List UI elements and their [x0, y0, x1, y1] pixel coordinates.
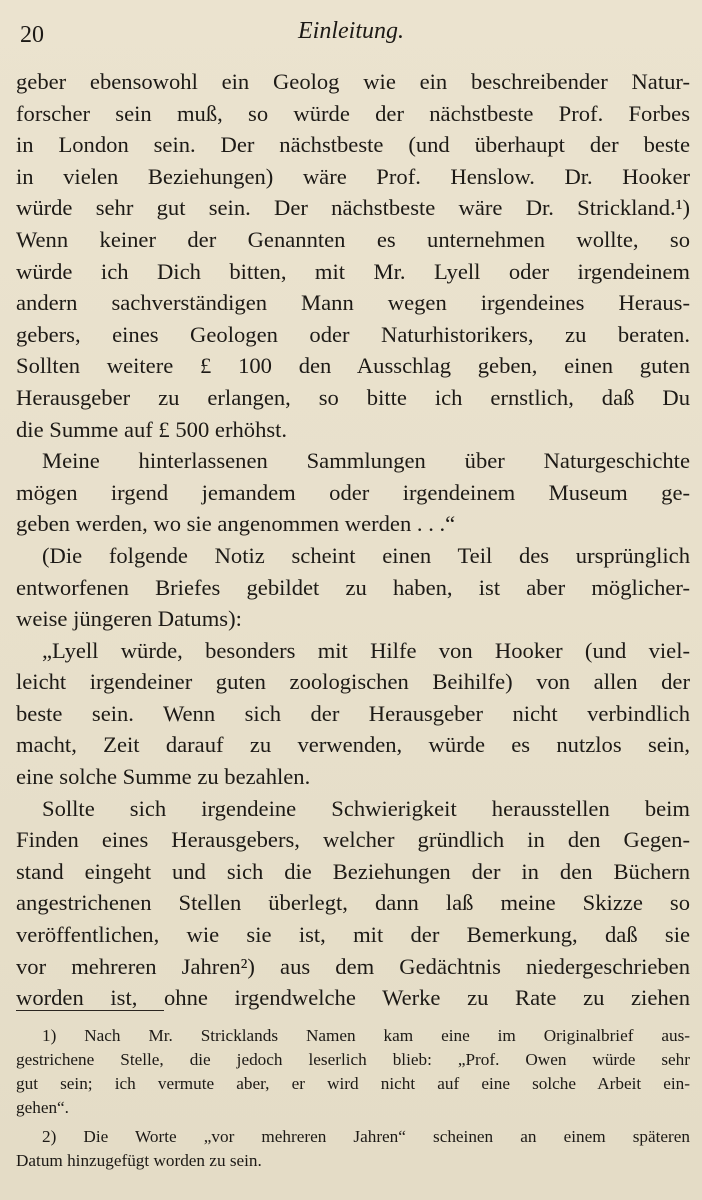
text-line: Sollte sich irgendeine Schwierigkeit herausstellen beim	[42, 795, 690, 821]
text-line: macht, Zeit darauf zu verwenden, würde es nutzlos sein,	[16, 732, 690, 758]
text-line: Sollten weitere £ 100 den Ausschlag geben, einen guten	[16, 353, 690, 379]
text-line: Finden eines Herausgebers, welcher gründlich in den Gegen-	[16, 827, 690, 853]
text-line: gebers, eines Geologen oder Naturhistorikers, zu beraten.	[16, 321, 690, 347]
text-line: die Summe auf £ 500 erhöhst.	[16, 416, 288, 442]
footnote-divider	[16, 1010, 164, 1011]
body-text	[16, 66, 690, 1014]
text-line: „Lyell würde, besonders mit Hilfe von Hooker (und viel-	[42, 637, 690, 663]
text-line: Meine hinterlassenen Sammlungen über Naturgeschichte	[42, 448, 690, 474]
text-line: würde sehr gut sein. Der nächstbeste wäre Dr. Strickland.¹)	[16, 195, 690, 221]
footnote-line: 1) Nach Mr. Stricklands Namen kam eine im Originalbrief aus-	[42, 1026, 690, 1045]
text-line: geben werden, wo sie angenommen werden . . .“	[16, 511, 456, 537]
text-line: Wenn keiner der Genannten es unternehmen wollte, so	[16, 226, 690, 252]
text-line: mögen irgend jemandem oder irgendeinem Museum ge-	[16, 479, 690, 505]
text-line: forscher sein muß, so würde der nächstbeste Prof. Forbes	[16, 100, 690, 126]
text-line: würde ich Dich bitten, mit Mr. Lyell oder irgendeinem	[16, 258, 690, 284]
text-line: angestrichenen Stellen überlegt, dann laß meine Skizze so	[16, 890, 690, 916]
text-line: (Die folgende Notiz scheint einen Teil des ursprünglich	[42, 542, 690, 568]
footnote-line: 2) Die Worte „vor mehreren Jahren“ scheinen an einem späteren	[42, 1127, 690, 1146]
text-line: andern sachverständigen Mann wegen irgendeines Heraus-	[16, 290, 690, 316]
footnote-line: gestrichene Stelle, die jedoch leserlich blieb: „Prof. Owen würde sehr	[16, 1050, 690, 1069]
footnote-line: Datum hinzugefügt worden zu sein.	[16, 1151, 262, 1170]
page-header	[16, 14, 686, 54]
text-line: weise jüngeren Datums):	[16, 606, 242, 632]
footnotes	[16, 1024, 690, 1173]
text-line: Herausgeber zu erlangen, so bitte ich ernstlich, daß Du	[16, 384, 690, 410]
running-title: Einleitung.	[298, 18, 404, 44]
footnote-line: gehen“.	[16, 1098, 69, 1117]
text-line: vor mehreren Jahren²) aus dem Gedächtnis niedergeschrieben	[16, 953, 690, 979]
text-line: entworfenen Briefes gebildet zu haben, ist aber möglicher-	[16, 574, 690, 600]
text-line: stand eingeht und sich die Beziehungen der in den Büchern	[16, 858, 690, 884]
text-line: eine solche Summe zu bezahlen.	[16, 764, 311, 790]
text-line: beste sein. Wenn sich der Herausgeber nicht verbindlich	[16, 700, 690, 726]
text-line: in vielen Beziehungen) wäre Prof. Henslow. Dr. Hooker	[16, 163, 690, 189]
text-line: in London sein. Der nächstbeste (und überhaupt der beste	[16, 132, 690, 158]
page-number: 20	[20, 22, 44, 48]
footnote-line: gut sein; ich vermute aber, er wird nicht auf eine solche Arbeit ein-	[16, 1074, 690, 1093]
text-line: geber ebensowohl ein Geolog wie ein beschreibender Natur-	[16, 69, 690, 94]
text-line: leicht irgendeiner guten zoologischen Beihilfe) von allen der	[16, 669, 690, 695]
text-line: veröffentlichen, wie sie ist, mit der Bemerkung, daß sie	[16, 922, 690, 948]
text-line: worden ist, ohne irgendwelche Werke zu Rate zu ziehen	[16, 985, 690, 1011]
